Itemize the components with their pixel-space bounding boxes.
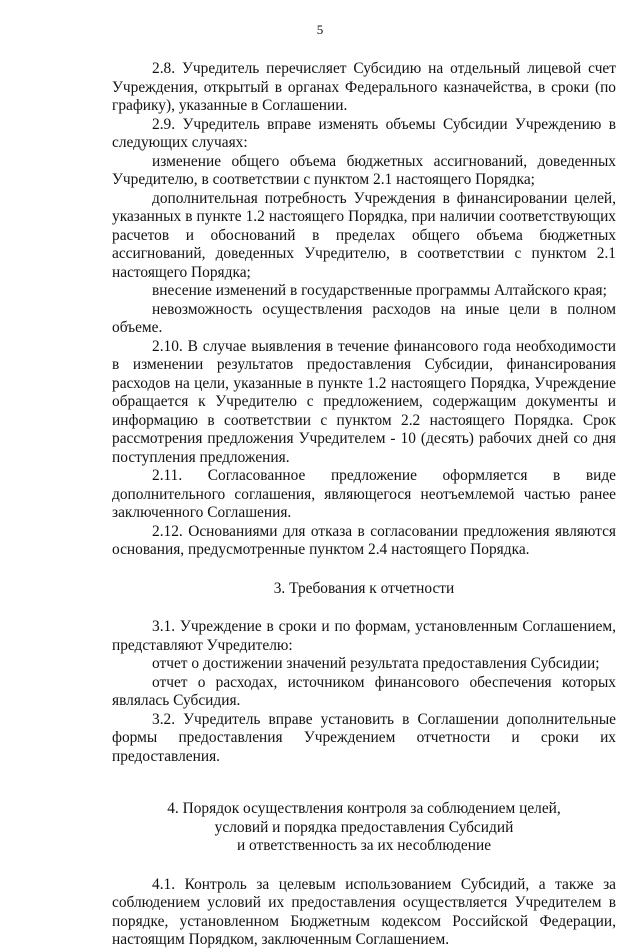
list-item-program-change: внесение изменений в государственные программы Алтайского края; xyxy=(152,282,607,299)
paragraph-2-12: 2.12. Основаниями для отказа в согласовании предложения являются основания, предусмотренные пунктом 2.4 настоящего Порядка. xyxy=(112,522,616,558)
section-3-title: 3. Требования к отчетности xyxy=(273,579,455,597)
paragraph-2-11: 2.11. Согласованное предложение оформляется в виде дополнительного соглашения, являющегося неотъемлемой частью ранее заключенного Соглашения. xyxy=(112,467,616,521)
paragraph-2-9: 2.9. Учредитель вправе изменять объемы Субсидии Учреждению в следующих случаях: xyxy=(112,115,616,151)
paragraph-3-1: 3.1. Учреждение в сроки и по формам, установленным Соглашением, представляют Учредителю: xyxy=(112,618,616,654)
paragraph-3-2: 3.2. Учредитель вправе установить в Соглашении дополнительные формы предоставления Учреждением отчетности и сроки их предоставления. xyxy=(112,710,616,765)
list-item-additional-need: дополнительная потребность Учреждения в финансировании целей, указанных в пункте 1.2 настоящего Порядка, при наличии соответствующих расчетов и обоснований в пределах общего объема бюджетных ассигнований, доведенных Учредителю, в соответствии с пунктом 2.1 настоящего Порядка; xyxy=(112,189,616,281)
section-4-title-line-2: условий и порядка предоставления Субсидий xyxy=(214,818,514,836)
list-item-expense-report: отчет о расходах, источником финансового обеспечения которых являлась Субсидия. xyxy=(112,673,616,709)
document-body xyxy=(112,60,616,950)
section-4-title-line-3: и ответственность за их несоблюдение xyxy=(236,837,492,854)
list-item-budget-change: изменение общего объема бюджетных ассигнований, доведенных Учредителю, в соответствии с пунктом 2.1 настоящего Порядка; xyxy=(112,152,616,188)
section-4-title-line-1: 4. Порядок осуществления контроля за соблюдением целей, xyxy=(167,800,561,817)
page-number: 5 xyxy=(316,22,324,37)
paragraph-2-8: 2.8. Учредитель перечисляет Субсидию на отдельный лицевой счет Учреждения, открытый в органах Федерального казначейства, в сроки (по графику), указанные в Соглашении. xyxy=(112,60,616,114)
paragraph-2-10: 2.10. В случае выявления в течение финансового года необходимости в изменении результатов предоставления Субсидии, финансирования расходов на цели, указанные в пункте 1.2 настоящего Порядка, Учреждение обращается к Учредителю с предложением, содержащим документы и информацию в соответствии с пунктом 2.2 настоящего Порядка. Срок рассмотрения предложения Учредителем - 10 (десять) рабочих дней со дня поступления предложения. xyxy=(112,337,616,466)
list-item-impossibility: невозможность осуществления расходов на иные цели в полном объеме. xyxy=(112,300,616,336)
paragraph-4-1: 4.1. Контроль за целевым использованием Субсидий, а также за соблюдением условий их предоставления осуществляется Учредителем в порядке, установленном Бюджетным кодексом Российской Федерации, настоящим Порядком, заключенным Соглашением. xyxy=(112,875,616,948)
list-item-result-report: отчет о достижении значений результата предоставления Субсидии; xyxy=(152,655,600,672)
